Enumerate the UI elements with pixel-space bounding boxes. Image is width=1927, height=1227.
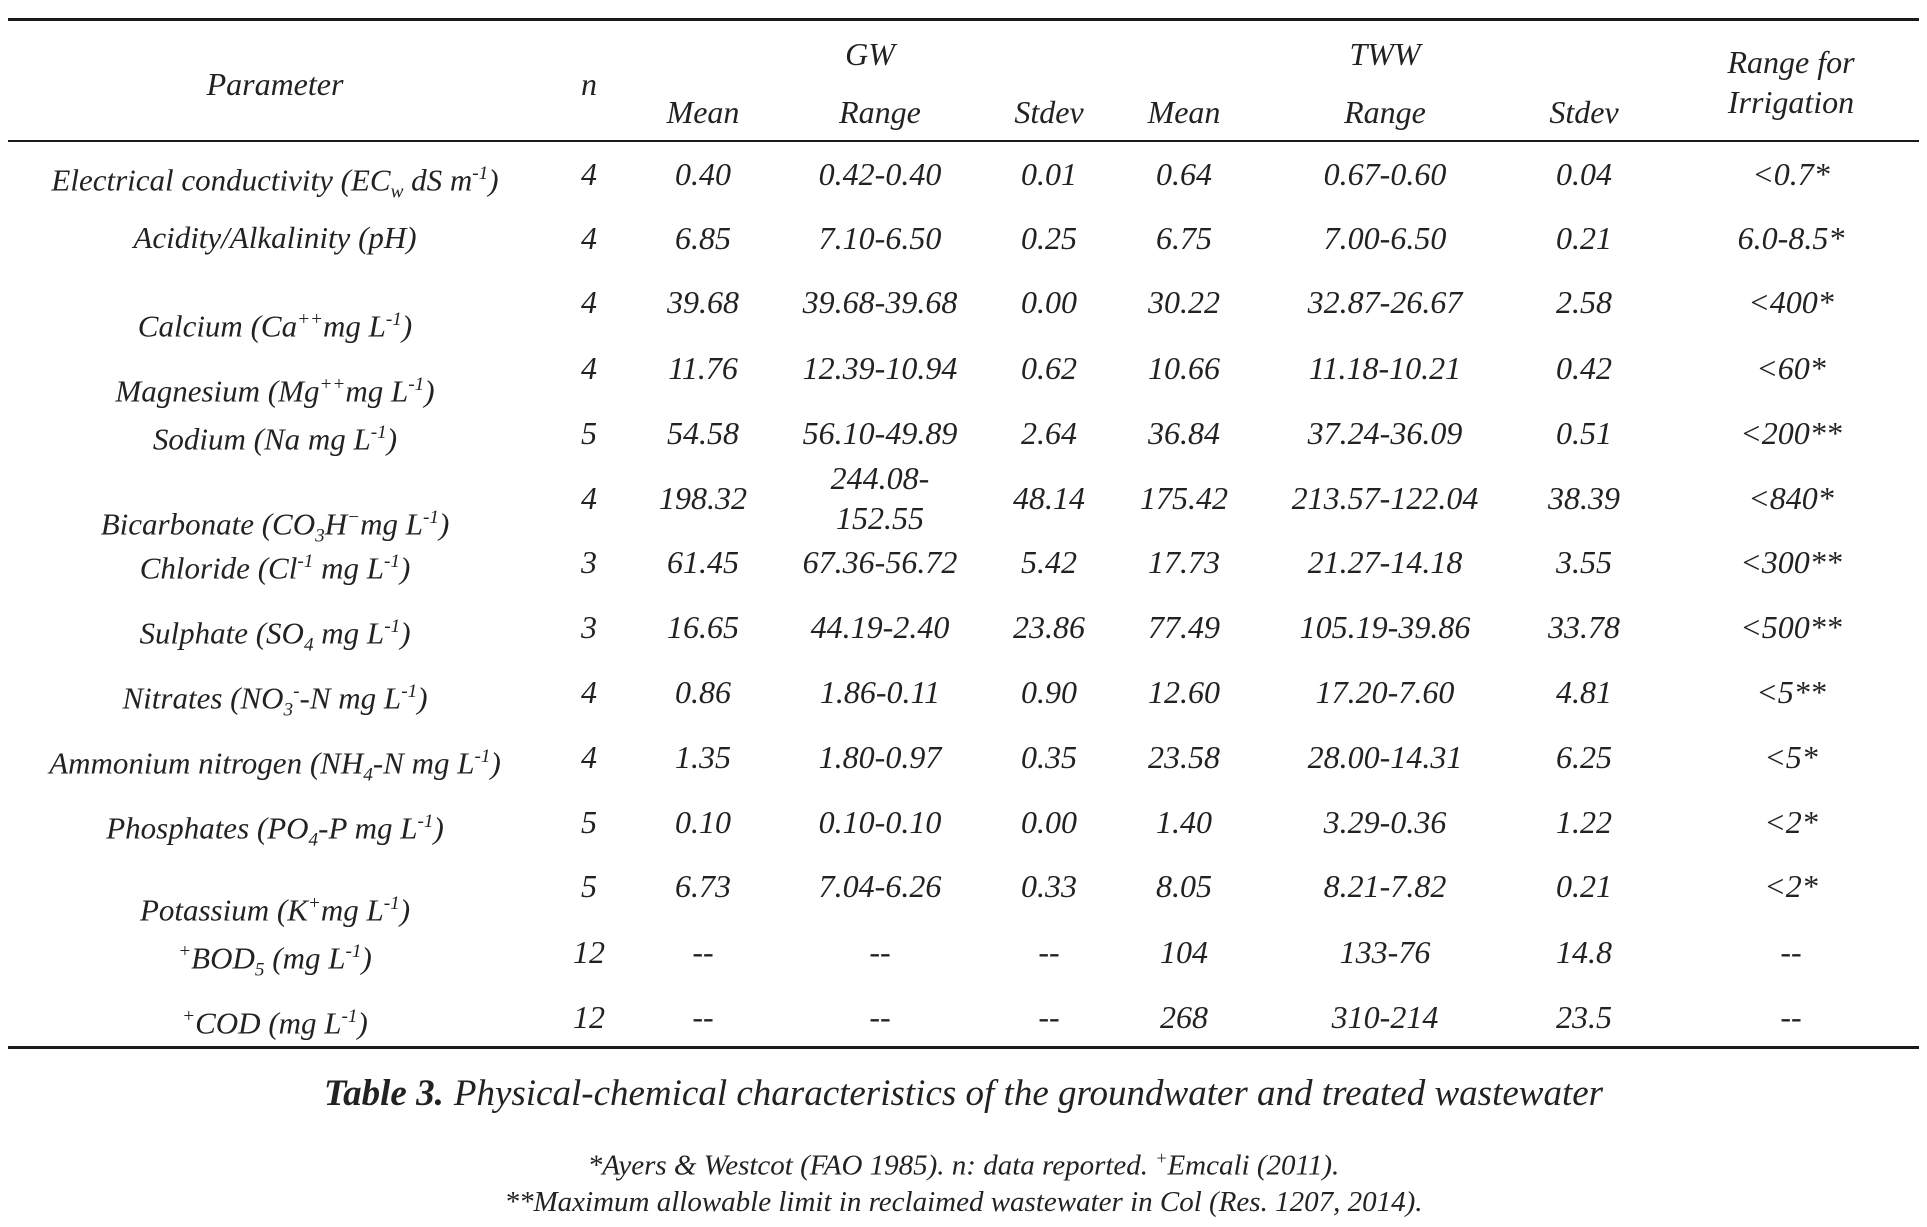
row-nitrates-gw-mean: 0.86	[675, 674, 731, 710]
row-magnesium-gw-range: 12.39-10.94	[802, 350, 958, 386]
row-ammonium-irrigation: <5*	[1764, 739, 1818, 775]
row-ammonium-gw-range: 1.80-0.97	[818, 739, 942, 775]
row-bod-irrigation: --	[1780, 934, 1802, 970]
header-irrigation-line1: Range for	[1727, 44, 1855, 80]
row-bod-gw-range: --	[869, 934, 891, 970]
header-gw-stdev: Stdev	[1014, 94, 1084, 130]
row-ph-gw-stdev: 0.25	[1021, 220, 1077, 256]
row-cod-tww-stdev: 23.5	[1556, 999, 1612, 1035]
row-chloride-gw-stdev: 5.42	[1021, 544, 1077, 580]
row-calcium-gw-stdev: 0.00	[1021, 284, 1077, 320]
header-n: n	[581, 66, 597, 102]
row-sodium-tww-mean: 36.84	[1148, 415, 1220, 451]
row-cod-tww-range: 310-214	[1331, 999, 1439, 1035]
header-tww-stdev: Stdev	[1549, 94, 1619, 130]
row-bicarbonate-n: 4	[581, 480, 597, 516]
row-bod-n: 12	[573, 934, 605, 970]
row-ammonium-tww-stdev: 6.25	[1556, 739, 1612, 775]
row-nitrates-gw-range: 1.86-0.11	[819, 674, 941, 710]
row-phosphates-tww-stdev: 1.22	[1556, 804, 1612, 840]
row-bod-parameter: $^+BOD_5$ (mg $L^{-1}$)	[178, 940, 372, 981]
row-magnesium-tww-range: 11.18-10.21	[1308, 350, 1462, 386]
row-phosphates-tww-range: 3.29-0.36	[1323, 804, 1447, 840]
row-potassium-gw-range: 7.04-6.26	[818, 868, 942, 904]
header-gw-mean: Mean	[666, 94, 740, 130]
row-sodium-parameter: Sodium (Na mg $L^{-1}$)	[152, 421, 398, 457]
row-phosphates-irrigation: <2*	[1764, 804, 1818, 840]
footnote-limit: **Maximum allowable limit in reclaimed wastewater in Col (Res. 1207, 2014).	[504, 1186, 1423, 1218]
row-sulphate-tww-stdev: 33.78	[1548, 609, 1620, 645]
row-calcium-n: 4	[581, 284, 597, 320]
row-bicarbonate-gw-mean: 198.32	[659, 480, 747, 516]
row-magnesium-parameter: Magnesium (Mg++mg $L^{-1}$)	[115, 373, 435, 409]
row-calcium-irrigation: <400*	[1748, 284, 1834, 320]
row-potassium-parameter: Potassium (K+mg $L^{-1}$)	[139, 892, 411, 928]
row-bicarbonate-tww-mean: 175.42	[1140, 480, 1228, 516]
row-calcium-gw-range: 39.68-39.68	[802, 284, 958, 320]
row-bod-tww-stdev: 14.8	[1556, 934, 1612, 970]
row-cod-parameter: +COD (mg $L^{-1}$)	[182, 1005, 368, 1041]
row-phosphates-parameter: Phosphates ($PO_4-P$ mg $L^{-1}$)	[106, 810, 444, 851]
row-calcium-tww-mean: 30.22	[1148, 284, 1220, 320]
row-ph-n: 4	[581, 220, 597, 256]
row-nitrates-parameter: Nitrates ($NO_3^--N$ mg $L^{-1}$)	[122, 680, 428, 721]
header-tww-range: Range	[1344, 94, 1426, 130]
table-caption	[0, 1072, 1927, 1116]
row-cod-n: 12	[573, 999, 605, 1035]
row-phosphates-gw-mean: 0.10	[675, 804, 731, 840]
header-tww: TWW	[1349, 36, 1421, 72]
row-ec-tww-range: 0.67-0.60	[1323, 156, 1447, 192]
row-magnesium-n: 4	[581, 350, 597, 386]
row-bicarbonate-irrigation: <840*	[1748, 480, 1834, 516]
row-chloride-tww-range: 21.27-14.18	[1307, 544, 1463, 580]
row-sodium-tww-stdev: 0.51	[1556, 415, 1612, 451]
row-ec-gw-range: 0.42-0.40	[818, 156, 942, 192]
row-potassium-tww-mean: 8.05	[1156, 868, 1212, 904]
header-gw: GW	[845, 36, 895, 72]
row-cod-tww-mean: 268	[1160, 999, 1208, 1035]
row-bicarbonate-gw-range-line2: 152.55	[836, 500, 924, 536]
row-sodium-gw-mean: 54.58	[667, 415, 739, 451]
row-bicarbonate-tww-stdev: 38.39	[1548, 480, 1620, 516]
row-nitrates-tww-stdev: 4.81	[1556, 674, 1612, 710]
row-calcium-parameter: Calcium (Ca++mg $L^{-1}$)	[137, 308, 413, 344]
row-bod-gw-mean: --	[692, 934, 714, 970]
row-nitrates-tww-range: 17.20-7.60	[1315, 674, 1455, 710]
row-ec-parameter: Electrical conductivity ($EC_w$ dS $m^{-1}$)	[51, 162, 499, 203]
footnote-sources: *Ayers & Westcot (FAO 1985). n: data reported. +Emcali (2011).	[587, 1148, 1340, 1182]
row-sulphate-parameter: Sulphate ($SO_4$ mg $L^{-1}$)	[139, 615, 411, 656]
row-sodium-gw-range: 56.10-49.89	[802, 415, 958, 451]
row-ec-n: 4	[581, 156, 597, 192]
row-potassium-n: 5	[581, 868, 597, 904]
row-ammonium-tww-range: 28.00-14.31	[1307, 739, 1463, 775]
row-bod-gw-stdev: --	[1038, 934, 1060, 970]
row-ph-gw-mean: 6.85	[675, 220, 731, 256]
row-magnesium-irrigation: <60*	[1756, 350, 1826, 386]
row-magnesium-gw-stdev: 0.62	[1021, 350, 1077, 386]
row-bod-tww-mean: 104	[1160, 934, 1208, 970]
row-ammonium-parameter: Ammonium nitrogen ($NH_4-N$ mg $L^{-1}$)	[49, 745, 501, 786]
row-chloride-n: 3	[581, 544, 597, 580]
row-ec-gw-stdev: 0.01	[1021, 156, 1077, 192]
row-calcium-tww-range: 32.87-26.67	[1307, 284, 1463, 320]
row-chloride-gw-range: 67.36-56.72	[802, 544, 958, 580]
row-cod-irrigation: --	[1780, 999, 1802, 1035]
row-ec-tww-mean: 0.64	[1156, 156, 1212, 192]
row-ph-tww-stdev: 0.21	[1556, 220, 1612, 256]
row-sulphate-n: 3	[581, 609, 597, 645]
header-parameter: Parameter	[206, 66, 344, 102]
header-gw-range: Range	[839, 94, 921, 130]
table-caption-label: Table 3.	[323, 1073, 444, 1114]
row-magnesium-tww-stdev: 0.42	[1556, 350, 1612, 386]
row-phosphates-tww-mean: 1.40	[1156, 804, 1212, 840]
row-potassium-gw-mean: 6.73	[675, 868, 731, 904]
row-cod-gw-stdev: --	[1038, 999, 1060, 1035]
row-nitrates-n: 4	[581, 674, 597, 710]
row-potassium-irrigation: <2*	[1764, 868, 1818, 904]
row-bicarbonate-gw-range-line1: 244.08-	[830, 460, 930, 496]
row-chloride-irrigation: <300**	[1740, 544, 1842, 580]
row-bicarbonate-gw-stdev: 48.14	[1013, 480, 1085, 516]
row-phosphates-gw-range: 0.10-0.10	[818, 804, 942, 840]
row-potassium-tww-range: 8.21-7.82	[1323, 868, 1447, 904]
table-header-rule	[8, 140, 1919, 142]
row-nitrates-tww-mean: 12.60	[1148, 674, 1220, 710]
row-ammonium-gw-stdev: 0.35	[1021, 739, 1077, 775]
row-potassium-gw-stdev: 0.33	[1021, 868, 1077, 904]
row-sulphate-gw-mean: 16.65	[667, 609, 739, 645]
row-sulphate-irrigation: <500**	[1740, 609, 1842, 645]
row-sulphate-gw-range: 44.19-2.40	[810, 609, 950, 645]
row-bicarbonate-tww-range: 213.57-122.04	[1291, 480, 1479, 516]
row-chloride-gw-mean: 61.45	[667, 544, 739, 580]
row-ammonium-gw-mean: 1.35	[675, 739, 731, 775]
header-irrigation-line2: Irrigation	[1727, 84, 1855, 120]
row-chloride-tww-stdev: 3.55	[1556, 544, 1612, 580]
row-ec-tww-stdev: 0.04	[1556, 156, 1612, 192]
row-ph-tww-mean: 6.75	[1156, 220, 1212, 256]
row-phosphates-n: 5	[581, 804, 597, 840]
row-potassium-tww-stdev: 0.21	[1556, 868, 1612, 904]
table-top-rule	[8, 18, 1919, 21]
row-sulphate-tww-mean: 77.49	[1148, 609, 1220, 645]
row-sodium-irrigation: <200**	[1740, 415, 1842, 451]
row-sodium-n: 5	[581, 415, 597, 451]
row-nitrates-gw-stdev: 0.90	[1021, 674, 1077, 710]
row-ec-gw-mean: 0.40	[675, 156, 731, 192]
row-calcium-gw-mean: 39.68	[667, 284, 739, 320]
row-sodium-tww-range: 37.24-36.09	[1307, 415, 1463, 451]
row-calcium-tww-stdev: 2.58	[1556, 284, 1612, 320]
table-caption-text: Physical-chemical characteristics of the groundwater and treated wastewater	[453, 1073, 1604, 1114]
row-nitrates-irrigation: <5**	[1756, 674, 1826, 710]
row-chloride-tww-mean: 17.73	[1148, 544, 1220, 580]
row-ec-irrigation: <0.7*	[1752, 156, 1830, 192]
row-ph-irrigation: 6.0-8.5*	[1737, 220, 1845, 256]
row-chloride-parameter: Chloride ($Cl^{-1}$ mg $L^{-1}$)	[139, 550, 411, 586]
row-ph-tww-range: 7.00-6.50	[1323, 220, 1447, 256]
row-ph-parameter: Acidity/Alkalinity (pH)	[133, 220, 417, 255]
row-cod-gw-mean: --	[692, 999, 714, 1035]
table-bottom-rule	[8, 1046, 1919, 1049]
row-cod-gw-range: --	[869, 999, 891, 1035]
row-sodium-gw-stdev: 2.64	[1021, 415, 1077, 451]
row-sulphate-tww-range: 105.19-39.86	[1299, 609, 1471, 645]
header-tww-mean: Mean	[1147, 94, 1221, 130]
row-magnesium-tww-mean: 10.66	[1148, 350, 1220, 386]
row-phosphates-gw-stdev: 0.00	[1021, 804, 1077, 840]
row-magnesium-gw-mean: 11.76	[668, 350, 738, 386]
row-ph-gw-range: 7.10-6.50	[818, 220, 942, 256]
row-bicarbonate-parameter: Bicarbonate ($CO_3H^-mg$ $L^{-1}$)	[100, 506, 450, 547]
row-sulphate-gw-stdev: 23.86	[1013, 609, 1085, 645]
row-ammonium-n: 4	[581, 739, 597, 775]
row-ammonium-tww-mean: 23.58	[1148, 739, 1220, 775]
row-bod-tww-range: 133-76	[1339, 934, 1431, 970]
